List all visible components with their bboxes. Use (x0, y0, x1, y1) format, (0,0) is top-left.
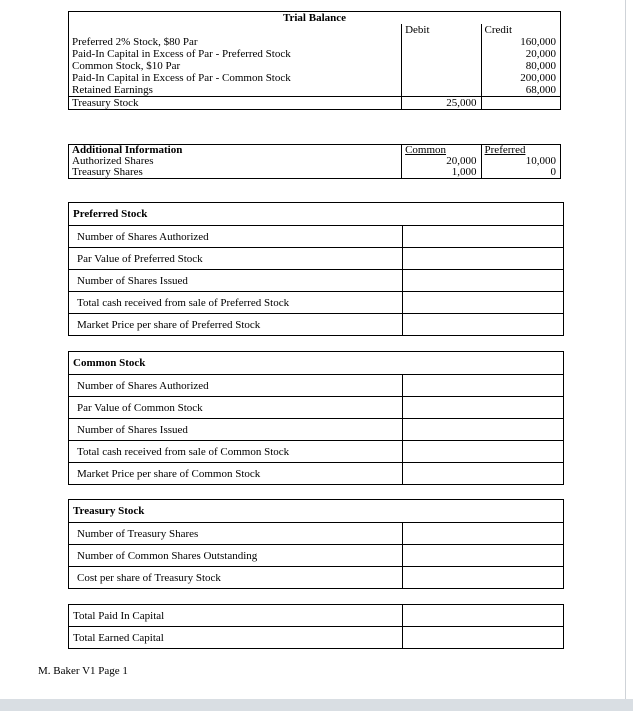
answer-cell[interactable] (403, 567, 564, 589)
table-row: Preferred 2% Stock, $80 Par 160,000 (69, 36, 561, 48)
totals-section (68, 604, 564, 649)
table-row: Market Price per share of Common Stock (69, 463, 563, 485)
answer-cell[interactable] (403, 270, 564, 292)
table-row: Retained Earnings 68,000 (69, 84, 561, 97)
table-row: Total Paid In Capital (69, 605, 563, 627)
answer-cell[interactable] (403, 627, 564, 649)
preferred-stock-title: Preferred Stock (73, 208, 148, 220)
answer-cell[interactable] (403, 419, 564, 441)
table-row: Number of Common Shares Outstanding (69, 545, 563, 567)
table-row: Number of Shares Issued (69, 270, 563, 292)
table-row: Number of Shares Issued (69, 419, 563, 441)
table-row: Treasury Stock 25,000 (69, 97, 561, 110)
credit-header: Credit (481, 24, 560, 36)
table-row: Total Earned Capital (69, 627, 563, 649)
trial-balance-table (68, 11, 561, 110)
table-row: Paid-In Capital in Excess of Par - Common Stock 200,000 (69, 72, 561, 84)
common-header: Common (405, 144, 447, 156)
debit-header: Debit (402, 24, 481, 36)
answer-cell[interactable] (403, 523, 564, 545)
table-row: Common Stock, $10 Par 80,000 (69, 60, 561, 72)
table-row: Total cash received from sale of Preferred Stock (69, 292, 563, 314)
table-row: Paid-In Capital in Excess of Par - Preferred Stock 20,000 (69, 48, 561, 60)
table-row: Market Price per share of Preferred Stock (69, 314, 563, 336)
answer-cell[interactable] (403, 605, 564, 627)
additional-info-table (68, 144, 561, 179)
table-row: Cost per share of Treasury Stock (69, 567, 563, 589)
answer-cell[interactable] (403, 397, 564, 419)
table-row: Number of Shares Authorized (69, 226, 563, 248)
common-stock-section (68, 351, 564, 485)
preferred-stock-section (68, 202, 564, 336)
table-row: Par Value of Preferred Stock (69, 248, 563, 270)
table-row: Treasury Shares 1,000 0 (69, 167, 561, 179)
answer-cell[interactable] (403, 375, 564, 397)
answer-cell[interactable] (403, 248, 564, 270)
trial-balance-title: Trial Balance (69, 12, 561, 25)
answer-cell[interactable] (403, 441, 564, 463)
answer-cell[interactable] (403, 545, 564, 567)
preferred-header: Preferred (484, 144, 526, 156)
answer-cell[interactable] (403, 292, 564, 314)
bottom-scrollbar[interactable] (0, 699, 633, 711)
treasury-stock-title: Treasury Stock (73, 505, 145, 517)
answer-cell[interactable] (403, 463, 564, 485)
page-edge (625, 0, 626, 699)
table-row: Number of Treasury Shares (69, 523, 563, 545)
page-footer: M. Baker V1 Page 1 (38, 665, 128, 677)
table-row: Total cash received from sale of Common Stock (69, 441, 563, 463)
table-row: Par Value of Common Stock (69, 397, 563, 419)
treasury-stock-section (68, 499, 564, 589)
answer-cell[interactable] (403, 226, 564, 248)
additional-info-title: Additional Information (69, 145, 402, 157)
common-stock-title: Common Stock (73, 357, 146, 369)
answer-cell[interactable] (403, 314, 564, 336)
table-row: Authorized Shares 20,000 10,000 (69, 156, 561, 167)
table-row: Number of Shares Authorized (69, 375, 563, 397)
